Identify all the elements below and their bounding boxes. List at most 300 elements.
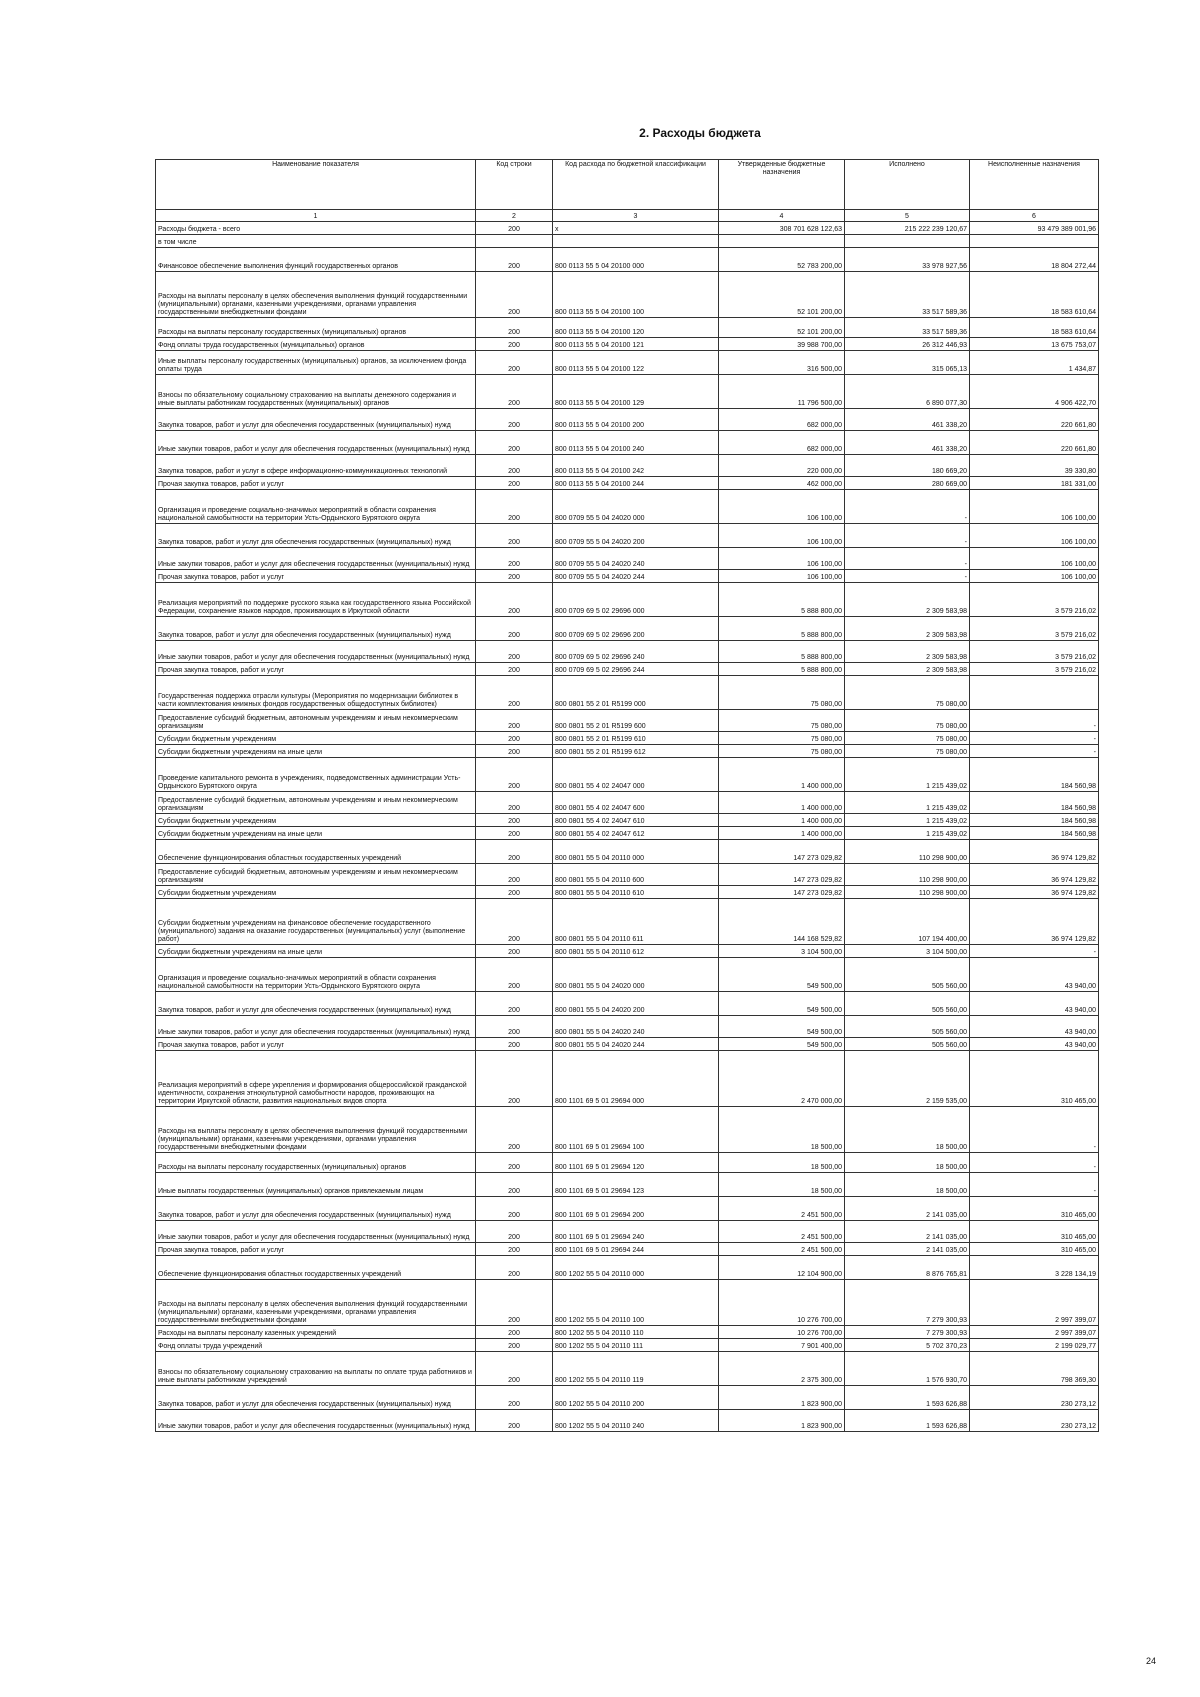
row-line-code: 200 xyxy=(476,583,553,617)
row-approved: 147 273 029,82 xyxy=(719,864,845,886)
row-line-code: 200 xyxy=(476,899,553,945)
row-unexecuted: 181 331,00 xyxy=(970,477,1099,490)
row-unexecuted: 43 940,00 xyxy=(970,992,1099,1016)
table-row xyxy=(156,583,1099,617)
row-executed: 461 338,20 xyxy=(845,409,970,431)
table-row xyxy=(156,899,1099,945)
row-approved: 2 375 300,00 xyxy=(719,1352,845,1386)
row-line-code: 200 xyxy=(476,958,553,992)
row-line-code: 200 xyxy=(476,548,553,570)
row-unexecuted: 184 560,98 xyxy=(970,814,1099,827)
row-line-code: 200 xyxy=(476,431,553,455)
row-line-code: 200 xyxy=(476,710,553,732)
header-kbk: Код расхода по бюджетной классификации xyxy=(553,160,719,210)
row-executed: 2 309 583,98 xyxy=(845,663,970,676)
table-row xyxy=(156,1352,1099,1386)
row-approved: 106 100,00 xyxy=(719,490,845,524)
row-approved: 144 168 529,82 xyxy=(719,899,845,945)
row-executed: 505 560,00 xyxy=(845,992,970,1016)
row-executed: 18 500,00 xyxy=(845,1153,970,1173)
row-executed: - xyxy=(845,548,970,570)
row-unexecuted: 43 940,00 xyxy=(970,1038,1099,1051)
table-row xyxy=(156,1221,1099,1243)
row-unexecuted: 18 583 610,64 xyxy=(970,272,1099,318)
row-kbk: 800 0113 55 5 04 20100 240 xyxy=(553,431,719,455)
row-unexecuted: 36 974 129,82 xyxy=(970,864,1099,886)
row-unexecuted: 3 579 216,02 xyxy=(970,583,1099,617)
row-kbk: 800 0801 55 5 04 24020 240 xyxy=(553,1016,719,1038)
row-name: в том числе xyxy=(156,235,476,248)
row-executed: 1 576 930,70 xyxy=(845,1352,970,1386)
row-executed: 5 702 370,23 xyxy=(845,1339,970,1352)
table-row xyxy=(156,1256,1099,1280)
table-row xyxy=(156,886,1099,899)
row-name: Субсидии бюджетным учреждениям xyxy=(156,732,476,745)
row-name: Прочая закупка товаров, работ и услуг xyxy=(156,1038,476,1051)
table-row xyxy=(156,864,1099,886)
row-line-code: 200 xyxy=(476,248,553,272)
row-kbk: 800 1101 69 5 01 29694 240 xyxy=(553,1221,719,1243)
row-line-code: 200 xyxy=(476,570,553,583)
row-approved: 75 080,00 xyxy=(719,710,845,732)
row-line-code: 200 xyxy=(476,1243,553,1256)
row-unexecuted: 310 465,00 xyxy=(970,1221,1099,1243)
row-approved: 220 000,00 xyxy=(719,455,845,477)
row-kbk: 800 1202 55 5 04 20110 110 xyxy=(553,1326,719,1339)
table-row xyxy=(156,827,1099,840)
row-name: Субсидии бюджетным учреждениям на иные цели xyxy=(156,827,476,840)
row-kbk: 800 0709 55 5 04 24020 244 xyxy=(553,570,719,583)
row-unexecuted: 2 997 399,07 xyxy=(970,1280,1099,1326)
row-unexecuted: 106 100,00 xyxy=(970,490,1099,524)
row-unexecuted: 18 804 272,44 xyxy=(970,248,1099,272)
row-unexecuted: 43 940,00 xyxy=(970,1016,1099,1038)
row-kbk: 800 0113 55 5 04 20100 120 xyxy=(553,318,719,338)
row-approved: 316 500,00 xyxy=(719,351,845,375)
row-name: Расходы бюджета - всего xyxy=(156,222,476,235)
row-executed: 1 215 439,02 xyxy=(845,758,970,792)
row-line-code: 200 xyxy=(476,758,553,792)
row-line-code: 200 xyxy=(476,272,553,318)
row-kbk: 800 0709 55 5 04 24020 240 xyxy=(553,548,719,570)
row-unexecuted: 230 273,12 xyxy=(970,1386,1099,1410)
row-line-code: 200 xyxy=(476,318,553,338)
row-name: Проведение капитального ремонта в учреждениях, подведомственных администрации Усть-Ордынского Бурятского округа xyxy=(156,758,476,792)
row-line-code: 200 xyxy=(476,409,553,431)
row-executed: 1 215 439,02 xyxy=(845,814,970,827)
table-row xyxy=(156,272,1099,318)
row-name: Организация и проведение социально-значимых мероприятий в области сохранения национальной самобытности на территории Усть-Ордынского Бурятского округа xyxy=(156,490,476,524)
row-name: Закупка товаров, работ и услуг для обеспечения государственных (муниципальных) нужд xyxy=(156,524,476,548)
row-line-code: 200 xyxy=(476,1051,553,1107)
row-name: Закупка товаров, работ и услуг в сфере информационно-коммуникационных технологий xyxy=(156,455,476,477)
table-row xyxy=(156,318,1099,338)
row-name: Взносы по обязательному социальному страхованию на выплаты денежного содержания и иные выплаты работникам государственных (муниципальных) органов xyxy=(156,375,476,409)
row-approved: 75 080,00 xyxy=(719,745,845,758)
row-approved: 75 080,00 xyxy=(719,732,845,745)
row-line-code xyxy=(476,235,553,248)
row-name: Реализация мероприятий в сфере укрепления и формирования общероссийской гражданской идентичности, сохранения этнокультурной самобытности народов, проживающих на территории Иркутской области, развития национальных видов спорта xyxy=(156,1051,476,1107)
row-kbk: 800 1202 55 5 04 20110 000 xyxy=(553,1256,719,1280)
row-unexecuted: 230 273,12 xyxy=(970,1410,1099,1432)
row-line-code: 200 xyxy=(476,886,553,899)
row-name: Обеспечение функционирования областных государственных учреждений xyxy=(156,1256,476,1280)
row-approved: 10 276 700,00 xyxy=(719,1280,845,1326)
row-executed: 1 593 626,88 xyxy=(845,1386,970,1410)
row-approved: 52 783 200,00 xyxy=(719,248,845,272)
row-line-code: 200 xyxy=(476,864,553,886)
row-executed: 33 517 589,36 xyxy=(845,272,970,318)
row-line-code: 200 xyxy=(476,992,553,1016)
row-line-code: 200 xyxy=(476,1410,553,1432)
row-unexecuted: 3 228 134,19 xyxy=(970,1256,1099,1280)
row-line-code: 200 xyxy=(476,455,553,477)
table-row xyxy=(156,375,1099,409)
row-line-code: 200 xyxy=(476,1352,553,1386)
row-unexecuted: 2 997 399,07 xyxy=(970,1326,1099,1339)
row-approved: 7 901 400,00 xyxy=(719,1339,845,1352)
row-line-code: 200 xyxy=(476,222,553,235)
row-executed: 1 215 439,02 xyxy=(845,792,970,814)
row-unexecuted xyxy=(970,676,1099,710)
row-kbk: 800 0709 69 5 02 29696 244 xyxy=(553,663,719,676)
header-executed: Исполнено xyxy=(845,160,970,210)
row-approved: 549 500,00 xyxy=(719,958,845,992)
row-name: Расходы на выплаты персоналу в целях обеспечения выполнения функций государственными (муниципальными) органами, казенными учреждениями, органами управления государственными внебюджетными фондами xyxy=(156,1107,476,1153)
row-kbk: 800 1101 69 5 01 29694 100 xyxy=(553,1107,719,1153)
row-approved: 18 500,00 xyxy=(719,1153,845,1173)
row-line-code: 200 xyxy=(476,676,553,710)
row-unexecuted: 13 675 753,07 xyxy=(970,338,1099,351)
row-approved: 5 888 800,00 xyxy=(719,663,845,676)
row-line-code: 200 xyxy=(476,524,553,548)
table-row xyxy=(156,1197,1099,1221)
row-unexecuted: - xyxy=(970,1107,1099,1153)
row-unexecuted xyxy=(970,235,1099,248)
row-kbk: 800 0801 55 4 02 24047 600 xyxy=(553,792,719,814)
table-row xyxy=(156,958,1099,992)
row-unexecuted: 310 465,00 xyxy=(970,1197,1099,1221)
table-row xyxy=(156,676,1099,710)
row-name: Взносы по обязательному социальному страхованию на выплаты по оплате труда работников и иные выплаты работникам учреждений xyxy=(156,1352,476,1386)
table-row xyxy=(156,617,1099,641)
row-name: Закупка товаров, работ и услуг для обеспечения государственных (муниципальных) нужд xyxy=(156,1386,476,1410)
row-line-code: 200 xyxy=(476,840,553,864)
header-name: Наименование показателя xyxy=(156,160,476,210)
header-approved: Утвержденные бюджетные назначения xyxy=(719,160,845,210)
row-line-code: 200 xyxy=(476,1107,553,1153)
header-line-code: Код строки xyxy=(476,160,553,210)
row-unexecuted: 184 560,98 xyxy=(970,827,1099,840)
row-unexecuted: 798 369,30 xyxy=(970,1352,1099,1386)
column-number: 2 xyxy=(476,210,553,222)
row-approved: 549 500,00 xyxy=(719,992,845,1016)
column-number: 6 xyxy=(970,210,1099,222)
row-approved: 1 400 000,00 xyxy=(719,814,845,827)
row-kbk: 800 1202 55 5 04 20110 111 xyxy=(553,1339,719,1352)
row-kbk: 800 0801 55 2 01 R5199 612 xyxy=(553,745,719,758)
row-kbk: 800 0709 69 5 02 29696 000 xyxy=(553,583,719,617)
row-unexecuted: 220 661,80 xyxy=(970,431,1099,455)
row-line-code: 200 xyxy=(476,1173,553,1197)
row-unexecuted: - xyxy=(970,1153,1099,1173)
row-kbk: 800 0801 55 5 04 24020 200 xyxy=(553,992,719,1016)
column-number: 3 xyxy=(553,210,719,222)
row-name: Иные закупки товаров, работ и услуг для обеспечения государственных (муниципальных) нужд xyxy=(156,1016,476,1038)
row-name: Фонд оплаты труда учреждений xyxy=(156,1339,476,1352)
row-approved: 2 451 500,00 xyxy=(719,1197,845,1221)
row-executed: 280 669,00 xyxy=(845,477,970,490)
table-row xyxy=(156,455,1099,477)
row-executed: 2 141 035,00 xyxy=(845,1221,970,1243)
row-line-code: 200 xyxy=(476,338,553,351)
row-line-code: 200 xyxy=(476,490,553,524)
row-line-code: 200 xyxy=(476,351,553,375)
row-approved: 462 000,00 xyxy=(719,477,845,490)
row-unexecuted: 184 560,98 xyxy=(970,758,1099,792)
row-approved: 1 400 000,00 xyxy=(719,758,845,792)
table-row xyxy=(156,745,1099,758)
row-approved: 682 000,00 xyxy=(719,431,845,455)
row-executed: 505 560,00 xyxy=(845,1038,970,1051)
row-kbk: 800 0113 55 5 04 20100 000 xyxy=(553,248,719,272)
row-kbk: 800 0113 55 5 04 20100 122 xyxy=(553,351,719,375)
row-approved: 52 101 200,00 xyxy=(719,272,845,318)
header-row xyxy=(156,160,1099,210)
row-approved: 5 888 800,00 xyxy=(719,617,845,641)
row-executed: 1 593 626,88 xyxy=(845,1410,970,1432)
row-executed: 33 978 927,56 xyxy=(845,248,970,272)
row-line-code: 200 xyxy=(476,945,553,958)
row-approved: 12 104 900,00 xyxy=(719,1256,845,1280)
row-name: Предоставление субсидий бюджетным, автономным учреждениям и иным некоммерческим организациям xyxy=(156,864,476,886)
row-line-code: 200 xyxy=(476,1016,553,1038)
row-name: Закупка товаров, работ и услуг для обеспечения государственных (муниципальных) нужд xyxy=(156,617,476,641)
row-unexecuted: 184 560,98 xyxy=(970,792,1099,814)
row-approved: 18 500,00 xyxy=(719,1173,845,1197)
row-kbk: 800 1101 69 5 01 29694 123 xyxy=(553,1173,719,1197)
row-executed: 505 560,00 xyxy=(845,1016,970,1038)
row-approved: 106 100,00 xyxy=(719,570,845,583)
row-name: Расходы на выплаты персоналу государственных (муниципальных) органов xyxy=(156,318,476,338)
row-name: Иные закупки товаров, работ и услуг для обеспечения государственных (муниципальных) нужд xyxy=(156,1221,476,1243)
row-line-code: 200 xyxy=(476,663,553,676)
row-approved: 10 276 700,00 xyxy=(719,1326,845,1339)
row-kbk: 800 1202 55 5 04 20110 200 xyxy=(553,1386,719,1410)
table-body xyxy=(156,222,1099,1432)
table-row xyxy=(156,814,1099,827)
row-name: Расходы на выплаты персоналу казенных учреждений xyxy=(156,1326,476,1339)
table-row xyxy=(156,1326,1099,1339)
table-row xyxy=(156,1339,1099,1352)
table-row xyxy=(156,222,1099,235)
column-number: 1 xyxy=(156,210,476,222)
row-kbk: 800 0113 55 5 04 20100 100 xyxy=(553,272,719,318)
row-kbk: 800 0801 55 4 02 24047 000 xyxy=(553,758,719,792)
row-line-code: 200 xyxy=(476,827,553,840)
row-line-code: 200 xyxy=(476,1038,553,1051)
row-unexecuted: 3 579 216,02 xyxy=(970,617,1099,641)
row-unexecuted: 39 330,80 xyxy=(970,455,1099,477)
row-name: Субсидии бюджетным учреждениям xyxy=(156,886,476,899)
table-row xyxy=(156,570,1099,583)
row-executed: 2 309 583,98 xyxy=(845,583,970,617)
row-executed: 75 080,00 xyxy=(845,745,970,758)
row-approved: 106 100,00 xyxy=(719,524,845,548)
row-line-code: 200 xyxy=(476,641,553,663)
row-name: Иные закупки товаров, работ и услуг для обеспечения государственных (муниципальных) нужд xyxy=(156,548,476,570)
row-kbk: 800 0801 55 5 04 20110 000 xyxy=(553,840,719,864)
table-row xyxy=(156,248,1099,272)
row-kbk: 800 0801 55 2 01 R5199 610 xyxy=(553,732,719,745)
row-unexecuted: 4 906 422,70 xyxy=(970,375,1099,409)
row-unexecuted: - xyxy=(970,710,1099,732)
row-approved: 52 101 200,00 xyxy=(719,318,845,338)
row-executed: 215 222 239 120,67 xyxy=(845,222,970,235)
row-name: Предоставление субсидий бюджетным, автономным учреждениям и иным некоммерческим организациям xyxy=(156,792,476,814)
row-name: Субсидии бюджетным учреждениям xyxy=(156,814,476,827)
row-approved: 2 451 500,00 xyxy=(719,1221,845,1243)
row-executed: 107 194 400,00 xyxy=(845,899,970,945)
row-name: Иные выплаты персоналу государственных (муниципальных) органов, за исключением фонда оплаты труда xyxy=(156,351,476,375)
row-executed: - xyxy=(845,490,970,524)
row-unexecuted: 106 100,00 xyxy=(970,548,1099,570)
column-number-row xyxy=(156,210,1099,222)
row-unexecuted: 220 661,80 xyxy=(970,409,1099,431)
table-row xyxy=(156,1243,1099,1256)
table-row xyxy=(156,431,1099,455)
table-row xyxy=(156,1280,1099,1326)
row-kbk: 800 0801 55 5 04 24020 000 xyxy=(553,958,719,992)
row-executed: 2 309 583,98 xyxy=(845,641,970,663)
table-row xyxy=(156,235,1099,248)
row-name: Иные закупки товаров, работ и услуг для обеспечения государственных (муниципальных) нужд xyxy=(156,1410,476,1432)
row-kbk: 800 0113 55 5 04 20100 242 xyxy=(553,455,719,477)
row-kbk: 800 1101 69 5 01 29694 000 xyxy=(553,1051,719,1107)
row-line-code: 200 xyxy=(476,1326,553,1339)
row-name: Закупка товаров, работ и услуг для обеспечения государственных (муниципальных) нужд xyxy=(156,409,476,431)
table-row xyxy=(156,792,1099,814)
row-kbk: 800 1202 55 5 04 20110 100 xyxy=(553,1280,719,1326)
table-row xyxy=(156,490,1099,524)
row-executed: 2 159 535,00 xyxy=(845,1051,970,1107)
table-row xyxy=(156,992,1099,1016)
row-name: Расходы на выплаты персоналу в целях обеспечения выполнения функций государственными (муниципальными) органами, казенными учреждениями, органами управления государственными внебюджетными фондами xyxy=(156,1280,476,1326)
table-row xyxy=(156,663,1099,676)
row-executed: 180 669,20 xyxy=(845,455,970,477)
row-approved: 106 100,00 xyxy=(719,548,845,570)
row-kbk: 800 0801 55 5 04 20110 600 xyxy=(553,864,719,886)
row-name: Финансовое обеспечение выполнения функций государственных органов xyxy=(156,248,476,272)
row-unexecuted: 18 583 610,64 xyxy=(970,318,1099,338)
row-name: Фонд оплаты труда государственных (муниципальных) органов xyxy=(156,338,476,351)
row-executed: 33 517 589,36 xyxy=(845,318,970,338)
row-line-code: 200 xyxy=(476,1221,553,1243)
row-unexecuted: - xyxy=(970,1173,1099,1197)
row-executed: 1 215 439,02 xyxy=(845,827,970,840)
row-name: Субсидии бюджетным учреждениям на иные цели xyxy=(156,945,476,958)
row-executed: - xyxy=(845,570,970,583)
row-approved: 549 500,00 xyxy=(719,1016,845,1038)
row-name: Субсидии бюджетным учреждениям на иные цели xyxy=(156,745,476,758)
row-name: Организация и проведение социально-значимых мероприятий в области сохранения национальной самобытности на территории Усть-Ордынского Бурятского округа xyxy=(156,958,476,992)
row-executed: 75 080,00 xyxy=(845,710,970,732)
table-row xyxy=(156,338,1099,351)
row-kbk: 800 0113 55 5 04 20100 244 xyxy=(553,477,719,490)
row-executed: 3 104 500,00 xyxy=(845,945,970,958)
row-kbk: 800 0709 69 5 02 29696 240 xyxy=(553,641,719,663)
row-name: Обеспечение функционирования областных государственных учреждений xyxy=(156,840,476,864)
row-kbk: 800 0113 55 5 04 20100 129 xyxy=(553,375,719,409)
row-kbk: 800 1101 69 5 01 29694 200 xyxy=(553,1197,719,1221)
row-line-code: 200 xyxy=(476,814,553,827)
row-kbk: 800 0113 55 5 04 20100 200 xyxy=(553,409,719,431)
row-executed: - xyxy=(845,524,970,548)
row-unexecuted: 2 199 029,77 xyxy=(970,1339,1099,1352)
row-executed: 6 890 077,30 xyxy=(845,375,970,409)
row-unexecuted: 310 465,00 xyxy=(970,1051,1099,1107)
row-kbk: 800 0801 55 5 04 24020 244 xyxy=(553,1038,719,1051)
row-kbk: 800 0709 55 5 04 24020 200 xyxy=(553,524,719,548)
row-approved: 1 400 000,00 xyxy=(719,827,845,840)
row-unexecuted: 106 100,00 xyxy=(970,570,1099,583)
row-name: Иные закупки товаров, работ и услуг для обеспечения государственных (муниципальных) нужд xyxy=(156,641,476,663)
table-row xyxy=(156,1173,1099,1197)
row-line-code: 200 xyxy=(476,1197,553,1221)
row-line-code: 200 xyxy=(476,792,553,814)
header-unexecuted: Неисполненные назначения xyxy=(970,160,1099,210)
row-name: Иные выплаты государственных (муниципальных) органов привлекаемым лицам xyxy=(156,1173,476,1197)
row-kbk: 800 0801 55 5 04 20110 611 xyxy=(553,899,719,945)
row-unexecuted: - xyxy=(970,945,1099,958)
row-name: Закупка товаров, работ и услуг для обеспечения государственных (муниципальных) нужд xyxy=(156,992,476,1016)
table-row xyxy=(156,710,1099,732)
row-approved: 2 470 000,00 xyxy=(719,1051,845,1107)
table-row xyxy=(156,1016,1099,1038)
row-approved: 75 080,00 xyxy=(719,676,845,710)
row-kbk: 800 0801 55 2 01 R5199 600 xyxy=(553,710,719,732)
row-executed: 110 298 900,00 xyxy=(845,886,970,899)
table-row xyxy=(156,477,1099,490)
row-kbk: 800 0709 69 5 02 29696 200 xyxy=(553,617,719,641)
row-line-code: 200 xyxy=(476,745,553,758)
row-line-code: 200 xyxy=(476,1256,553,1280)
table-row xyxy=(156,351,1099,375)
row-approved: 308 701 628 122,63 xyxy=(719,222,845,235)
row-executed: 75 080,00 xyxy=(845,676,970,710)
row-name: Иные закупки товаров, работ и услуг для обеспечения государственных (муниципальных) нужд xyxy=(156,431,476,455)
row-name: Прочая закупка товаров, работ и услуг xyxy=(156,477,476,490)
row-executed: 8 876 765,81 xyxy=(845,1256,970,1280)
row-approved: 2 451 500,00 xyxy=(719,1243,845,1256)
row-name: Расходы на выплаты персоналу в целях обеспечения выполнения функций государственными (муниципальными) органами, казенными учреждениями, органами управления государственными внебюджетными фондами xyxy=(156,272,476,318)
row-unexecuted: 310 465,00 xyxy=(970,1243,1099,1256)
row-approved: 1 823 900,00 xyxy=(719,1410,845,1432)
row-unexecuted: 36 974 129,82 xyxy=(970,840,1099,864)
row-kbk: 800 0801 55 4 02 24047 612 xyxy=(553,827,719,840)
row-kbk: 800 0801 55 5 04 20110 612 xyxy=(553,945,719,958)
row-kbk: 800 1202 55 5 04 20110 119 xyxy=(553,1352,719,1386)
row-approved: 1 400 000,00 xyxy=(719,792,845,814)
row-executed: 315 065,13 xyxy=(845,351,970,375)
row-name: Закупка товаров, работ и услуг для обеспечения государственных (муниципальных) нужд xyxy=(156,1197,476,1221)
row-line-code: 200 xyxy=(476,1386,553,1410)
table-row xyxy=(156,840,1099,864)
row-unexecuted: 3 579 216,02 xyxy=(970,641,1099,663)
row-approved xyxy=(719,235,845,248)
page-title: 2. Расходы бюджета xyxy=(639,126,761,140)
row-approved: 5 888 800,00 xyxy=(719,583,845,617)
